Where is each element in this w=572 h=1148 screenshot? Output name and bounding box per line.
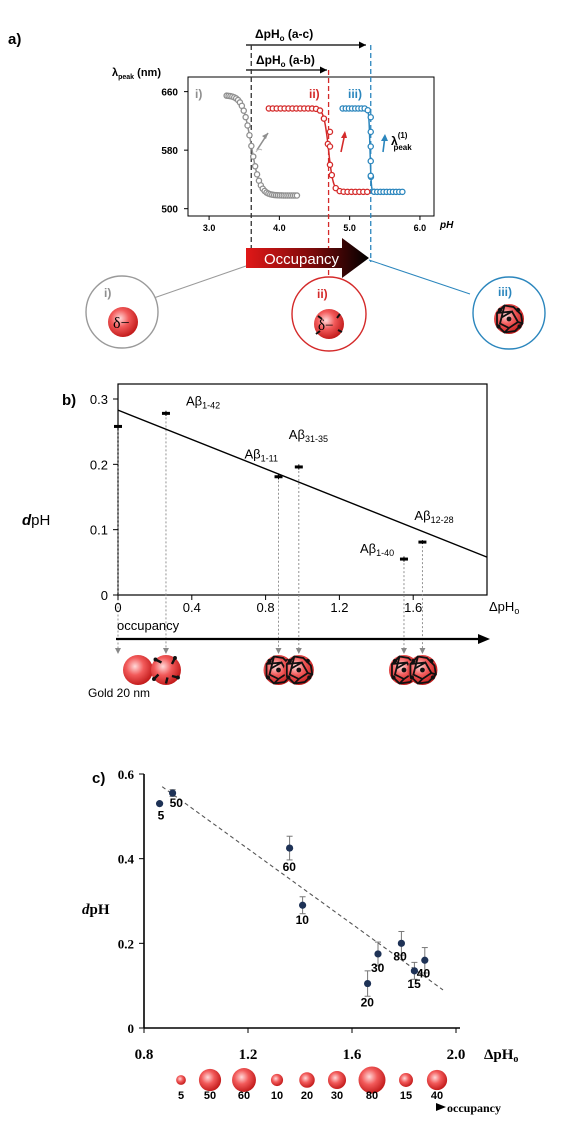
data-point	[114, 425, 122, 428]
size-label: 15	[399, 1090, 413, 1102]
y-tick-label: 0.6	[117, 767, 134, 782]
series-point	[243, 115, 248, 120]
point-label: $A\beta_{1-40}$	[359, 541, 395, 559]
gold-sphere-bare	[123, 655, 153, 685]
panel-b-plot-frame	[118, 384, 487, 595]
y-tick-label: 660	[161, 87, 178, 99]
connector-i	[148, 266, 246, 300]
sphere-coating	[284, 655, 314, 685]
series-point	[241, 108, 246, 113]
panel-c-label: c)	[92, 770, 106, 787]
data-point	[400, 558, 408, 561]
point-label: 60	[282, 860, 296, 875]
size-label: 5	[177, 1090, 185, 1102]
x-tick-label: 1.2	[238, 1047, 258, 1063]
data-point	[162, 412, 170, 415]
gold-sphere-coated	[151, 655, 181, 685]
delta-ph-ab-label: ΔpH$_o$ (a-b)	[256, 53, 315, 69]
point-label: 80	[393, 949, 407, 964]
circle-label-ii: ii)	[317, 287, 328, 301]
occupancy-arrow	[246, 238, 369, 278]
series-point	[368, 173, 373, 178]
nanoparticle-circle-ii	[292, 277, 366, 351]
sphere-coating	[151, 655, 181, 685]
data-point	[286, 844, 293, 851]
data-point	[418, 541, 426, 544]
size-sphere	[232, 1068, 256, 1092]
size-label: 40	[430, 1090, 444, 1102]
x-tick-label: 4.0	[273, 223, 286, 233]
data-point	[275, 475, 283, 478]
series-point	[368, 129, 373, 134]
series-point	[327, 162, 332, 167]
series-point	[365, 108, 370, 113]
x-tick-label: 0.8	[134, 1047, 154, 1063]
gold-sphere-coated	[284, 655, 314, 685]
data-point	[364, 980, 371, 987]
series-point	[327, 144, 332, 149]
series-point	[317, 108, 322, 113]
series-point	[253, 164, 258, 169]
gold-20nm-label: Gold 20 nm	[88, 686, 151, 700]
data-point	[374, 950, 381, 957]
y-tick-label: 0	[127, 1021, 134, 1036]
series-point	[400, 189, 405, 194]
series-label-iii: iii)	[348, 87, 362, 101]
charge-label-i: δ−	[113, 315, 130, 332]
panel-a-xlabel: pH	[440, 220, 454, 231]
data-point	[295, 465, 303, 468]
panel-b-ylabel: dpH	[22, 512, 51, 529]
nanoparticle-circle-iii	[473, 277, 545, 349]
panel-c-ylabel: dpH	[82, 902, 110, 918]
series-point	[327, 129, 332, 134]
size-label: 50	[203, 1090, 217, 1102]
sphere-body	[123, 655, 153, 685]
point-label: 5	[157, 808, 165, 823]
delta-ph-ab-bracket	[246, 53, 327, 74]
panel-c-occupancy-label: occupancy	[447, 1101, 501, 1115]
circle-label-i: i)	[104, 286, 112, 300]
shift-arrow-iii	[381, 134, 388, 152]
y-tick-label: 0.2	[89, 457, 108, 473]
point-label: 40	[416, 966, 431, 981]
point-label: 15	[407, 976, 421, 991]
point-label: 10	[295, 913, 309, 928]
size-label: 20	[300, 1090, 314, 1102]
size-sphere	[271, 1074, 283, 1086]
x-tick-label: 5.0	[343, 223, 356, 233]
x-tick-label: 2.0	[446, 1047, 466, 1063]
size-sphere	[427, 1070, 447, 1090]
shift-arrow-i	[256, 133, 268, 152]
nanoparticle-circle-i	[86, 276, 158, 348]
series-point	[251, 154, 256, 159]
series-point	[247, 133, 252, 138]
series-point	[368, 115, 373, 120]
panel-b	[22, 384, 519, 700]
x-tick-label: 0.4	[182, 600, 201, 615]
series-point	[254, 172, 259, 177]
panel-c-xlabel: ΔpH$_o$	[484, 1047, 519, 1065]
guide-arrowhead	[401, 648, 407, 654]
series-point	[245, 123, 250, 128]
connector-iii	[369, 260, 470, 294]
x-tick-label: 3.0	[202, 223, 216, 233]
y-tick-label: 580	[161, 146, 178, 158]
sphere-coating	[407, 655, 437, 685]
y-tick-label: 0.2	[117, 936, 134, 952]
delta-ph-ac-label: ΔpH$_o$ (a-c)	[255, 27, 314, 43]
size-sphere	[399, 1073, 413, 1087]
series-point	[368, 159, 373, 164]
panel-b-occupancy-label: occupancy	[117, 618, 180, 633]
occupancy-arrow-label: Occupancy	[264, 251, 340, 268]
data-point	[398, 940, 405, 947]
point-label: $A\beta_{31-35}$	[288, 426, 328, 444]
size-sphere	[299, 1072, 315, 1088]
x-tick-label: 0	[114, 600, 122, 615]
size-sphere	[328, 1071, 346, 1089]
x-tick-label: 1.6	[404, 600, 423, 615]
size-label: 10	[270, 1090, 284, 1102]
panel-b-xlabel: ΔpH$_o$	[489, 599, 520, 616]
panel-a-ylabel: $\lambda_{peak}$ (nm)	[112, 67, 161, 81]
y-tick-label: 0.1	[89, 522, 108, 538]
x-tick-label: 6.0	[413, 223, 427, 233]
panel-b-label: b)	[62, 392, 77, 409]
series-curve	[269, 109, 367, 192]
y-tick-label: 0	[100, 588, 108, 603]
guide-arrowhead	[276, 648, 282, 654]
y-tick-label: 0.3	[89, 392, 108, 407]
series-point	[368, 144, 373, 149]
size-sphere	[176, 1075, 186, 1085]
size-label: 80	[365, 1090, 379, 1102]
data-point	[421, 957, 428, 964]
x-tick-label: 1.6	[342, 1047, 362, 1063]
y-tick-label: 500	[161, 204, 178, 216]
size-sphere	[199, 1069, 221, 1091]
size-label: 60	[237, 1090, 251, 1102]
series-point	[321, 116, 326, 121]
data-point	[156, 800, 163, 807]
series-point	[294, 193, 299, 198]
series-label-i: i)	[195, 87, 203, 101]
guide-arrowhead	[115, 648, 121, 654]
series-point	[329, 172, 334, 177]
point-label: 30	[371, 960, 385, 975]
point-label: $A\beta_{1-11}$	[244, 446, 279, 464]
guide-arrowhead	[296, 648, 302, 654]
circle-label-iii: iii)	[498, 285, 512, 299]
gold-sphere-coated	[407, 655, 437, 685]
series-point	[249, 143, 254, 148]
panel-c-occupancy-arrowhead	[436, 1103, 446, 1111]
point-label: $A\beta_{1-42}$	[185, 393, 221, 411]
y-tick-label: 0.4	[117, 851, 134, 867]
guide-arrowhead	[163, 648, 169, 654]
series-label-ii: ii)	[309, 87, 320, 101]
x-tick-label: 1.2	[330, 600, 349, 615]
charge-label-ii: δ−	[318, 318, 334, 334]
point-label: $A\beta_{12-28}$	[414, 508, 454, 526]
x-tick-label: 0.8	[256, 600, 275, 615]
panel-b-occupancy-arrow	[116, 634, 490, 644]
data-point	[299, 902, 306, 909]
panel-c	[82, 767, 518, 1115]
point-label: 50	[169, 796, 183, 811]
panel-a	[8, 27, 545, 351]
size-label: 30	[330, 1090, 344, 1102]
series-point	[365, 189, 370, 194]
lambda-peak-annotation: $\lambda^{(1)}$ peak	[391, 131, 412, 152]
shift-arrow-ii	[341, 131, 347, 152]
point-label: 20	[360, 995, 374, 1010]
delta-ph-ac-bracket	[246, 27, 366, 49]
guide-arrowhead	[419, 648, 425, 654]
panel-a-label: a)	[8, 31, 22, 48]
